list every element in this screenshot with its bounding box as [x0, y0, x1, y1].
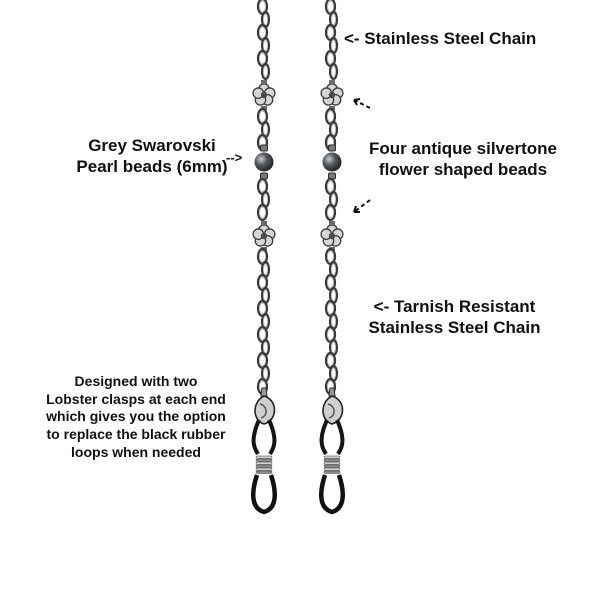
label-line: flower shaped beads: [378, 159, 548, 179]
chain-link-highlight: [260, 329, 266, 340]
pearl-bead-icon: [323, 145, 342, 179]
chain-link-highlight: [328, 355, 334, 366]
label-line: Grey Swarovski: [88, 136, 216, 155]
label-line: Stainless Steel Chain: [368, 317, 541, 337]
chain-link-highlight: [332, 124, 336, 135]
chain-link-highlight: [332, 14, 336, 25]
chain-link-highlight: [264, 124, 268, 135]
right-chain-strand: [321, 0, 343, 512]
chain-link-highlight: [328, 53, 334, 64]
chain-link-highlight: [260, 355, 266, 366]
chain-link-highlight: [328, 181, 334, 192]
chain-link-highlight: [332, 290, 336, 301]
chain-link-highlight: [260, 27, 266, 38]
tarnish-resistant-label: [352, 297, 557, 338]
chain-link-highlight: [260, 53, 266, 64]
label-line: loops when needed: [71, 443, 201, 460]
label-line: to replace the black rubber: [46, 425, 226, 442]
chain-link-highlight: [328, 27, 334, 38]
chain-link-highlight: [328, 329, 334, 340]
chain-link-highlight: [260, 181, 266, 192]
chain-link-highlight: [260, 111, 266, 122]
chain-link-highlight: [264, 14, 268, 25]
chain-link-highlight: [328, 1, 334, 12]
label-line: which gives you the option: [46, 408, 226, 425]
lobster-clasp-icon: [255, 388, 275, 424]
chain-link-highlight: [260, 1, 266, 12]
flower-bead-icon: [321, 221, 343, 251]
chain-link-highlight: [328, 277, 334, 288]
chain-link-highlight: [332, 316, 336, 327]
label-line: Lobster clasps at each end: [46, 390, 226, 407]
chain-link-highlight: [328, 111, 334, 122]
rubber-loop-icon: [321, 420, 343, 512]
lobster-clasp-icon: [323, 388, 343, 424]
left-chain-strand: [253, 0, 275, 512]
chain-link-highlight: [264, 40, 268, 51]
chain-link-highlight: [264, 194, 268, 205]
dashed-arrow-icon: [354, 200, 370, 212]
lobster-clasp-description: [36, 373, 236, 461]
flower-bead-icon: [253, 80, 275, 110]
pearl-bead-icon: [255, 145, 274, 179]
dashed-arrow-icon: [354, 99, 370, 108]
label-line: Four antique silvertone: [369, 139, 557, 158]
chain-link-highlight: [332, 368, 336, 379]
chain-link-highlight: [332, 342, 336, 353]
chain-link-highlight: [332, 194, 336, 205]
flower-bead-icon: [253, 221, 275, 251]
dashed-arrow-icon: -->: [226, 150, 243, 165]
pearl-beads-label: [62, 136, 242, 177]
chain-link-highlight: [264, 66, 268, 77]
stainless-steel-chain-label: [344, 29, 536, 50]
label-line: <- Tarnish Resistant: [373, 297, 536, 316]
chain-link-highlight: [264, 342, 268, 353]
label-line: Pearl beads (6mm): [76, 156, 228, 176]
chain-link-highlight: [328, 251, 334, 262]
chain-link-highlight: [264, 316, 268, 327]
chain-link-highlight: [264, 264, 268, 275]
chain-link-highlight: [264, 368, 268, 379]
chain-link-highlight: [328, 303, 334, 314]
chain-link-highlight: [264, 290, 268, 301]
label-line: <- Stainless Steel Chain: [344, 29, 537, 48]
chain-link-highlight: [260, 303, 266, 314]
chain-link-highlight: [332, 40, 336, 51]
chain-link-highlight: [332, 66, 336, 77]
label-line: Designed with two: [74, 373, 198, 389]
chain-link-highlight: [260, 251, 266, 262]
chain-link-highlight: [332, 264, 336, 275]
chain-link-highlight: [260, 207, 266, 218]
flower-bead-icon: [321, 80, 343, 110]
flower-beads-label: [353, 139, 573, 180]
chain-link-highlight: [260, 277, 266, 288]
rubber-loop-icon: [253, 420, 275, 512]
chain-link-highlight: [328, 207, 334, 218]
pearl-arrow: [226, 150, 242, 166]
